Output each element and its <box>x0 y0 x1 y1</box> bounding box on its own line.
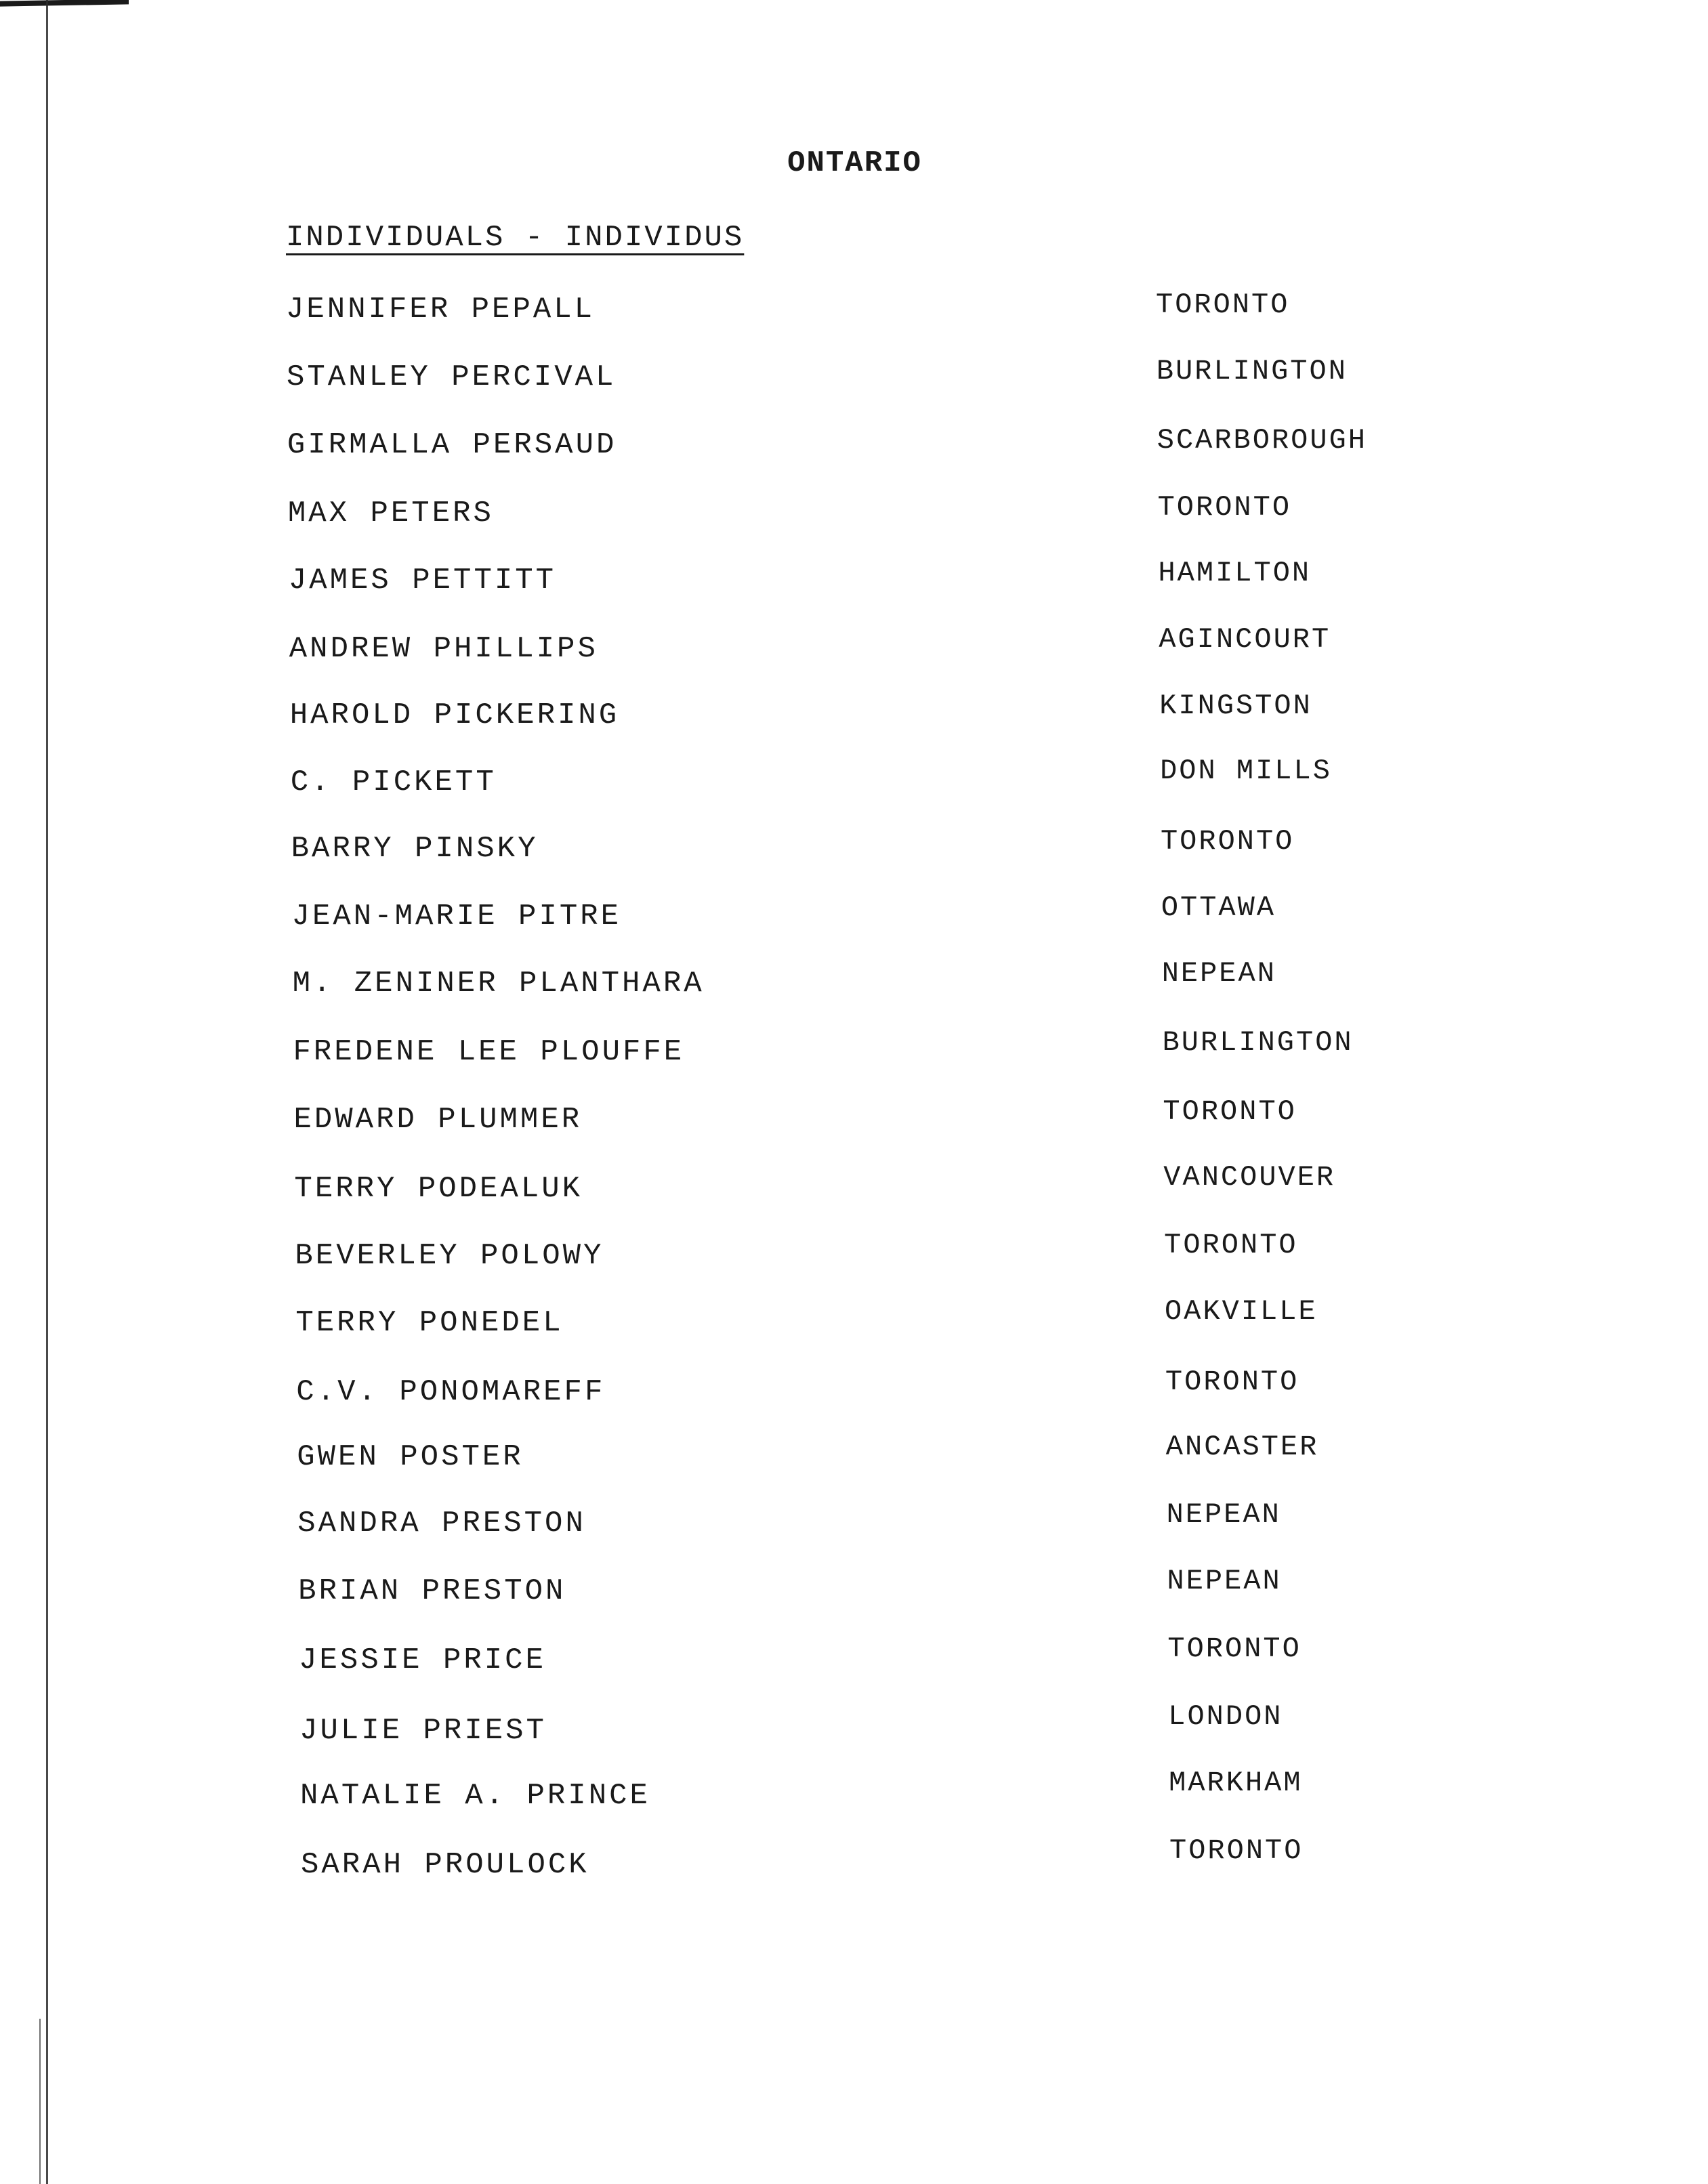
entry-city: OTTAWA <box>1161 891 1276 924</box>
entry-city: TORONTO <box>1167 1633 1301 1665</box>
entry-name: JENNIFER PEPALL <box>286 293 596 327</box>
entry-name: JESSIE PRICE <box>299 1643 546 1677</box>
entry-name: JAMES PETTITT <box>288 564 557 597</box>
entry-city: TORONTO <box>1160 825 1295 858</box>
entry-city: BURLINGTON <box>1162 1026 1354 1059</box>
entry-name: BRIAN PRESTON <box>298 1574 566 1608</box>
entry-city: NEPEAN <box>1166 1498 1281 1531</box>
entry-city: TORONTO <box>1156 289 1290 321</box>
entry-city: BURLINGTON <box>1156 355 1348 387</box>
entry-city: TORONTO <box>1157 491 1292 524</box>
entry-name: TERRY PODEALUK <box>294 1172 583 1206</box>
page-title: ONTARIO <box>787 146 922 180</box>
entry-city: VANCOUVER <box>1163 1161 1336 1194</box>
entry-city: TORONTO <box>1165 1366 1299 1398</box>
entry-city: NEPEAN <box>1161 957 1276 990</box>
entry-name: C. PICKETT <box>290 765 497 799</box>
entry-city: AGINCOURT <box>1159 623 1331 656</box>
entry-name: C.V. PONOMAREFF <box>296 1375 606 1409</box>
section-heading: INDIVIDUALS - INDIVIDUS <box>286 221 745 255</box>
entry-city: TORONTO <box>1164 1229 1298 1261</box>
entry-city: DON MILLS <box>1160 755 1332 787</box>
entry-name: ANDREW PHILLIPS <box>289 632 598 666</box>
entry-name: M. ZENINER PLANTHARA <box>292 967 705 1001</box>
entry-city: MARKHAM <box>1169 1767 1303 1799</box>
entry-name: MAX PETERS <box>287 497 494 530</box>
entry-name: TERRY PONEDEL <box>295 1306 564 1340</box>
binder-edge-line-secondary <box>39 2019 41 2184</box>
entry-name: STANLEY PERCIVAL <box>286 360 617 394</box>
entry-name: JEAN-MARIE PITRE <box>291 900 622 933</box>
entry-city: TORONTO <box>1169 1834 1304 1867</box>
entry-name: EDWARD PLUMMER <box>293 1103 583 1137</box>
binder-edge-line <box>46 0 48 2184</box>
entry-name: GIRMALLA PERSAUD <box>287 428 617 462</box>
entry-name: BEVERLEY POLOWY <box>295 1239 604 1273</box>
entry-city: KINGSTON <box>1159 690 1312 722</box>
entry-city: SCARBOROUGH <box>1157 424 1367 457</box>
entry-name: BARRY PINSKY <box>291 832 539 866</box>
entry-city: OAKVILLE <box>1165 1295 1318 1328</box>
entry-name: HAROLD PICKERING <box>289 698 620 732</box>
entry-name: FREDENE LEE PLOUFFE <box>293 1035 685 1069</box>
entry-city: HAMILTON <box>1158 557 1312 589</box>
entry-name: NATALIE A. PRINCE <box>300 1779 650 1813</box>
entry-name: SARAH PROULOCK <box>301 1848 589 1882</box>
entry-city: TORONTO <box>1163 1095 1297 1128</box>
entry-name: SANDRA PRESTON <box>297 1507 586 1540</box>
entry-city: ANCASTER <box>1165 1431 1319 1463</box>
entry-name: GWEN POSTER <box>297 1440 524 1474</box>
entry-city: LONDON <box>1168 1700 1283 1733</box>
entry-city: NEPEAN <box>1167 1565 1282 1597</box>
entry-name: JULIE PRIEST <box>299 1714 547 1748</box>
